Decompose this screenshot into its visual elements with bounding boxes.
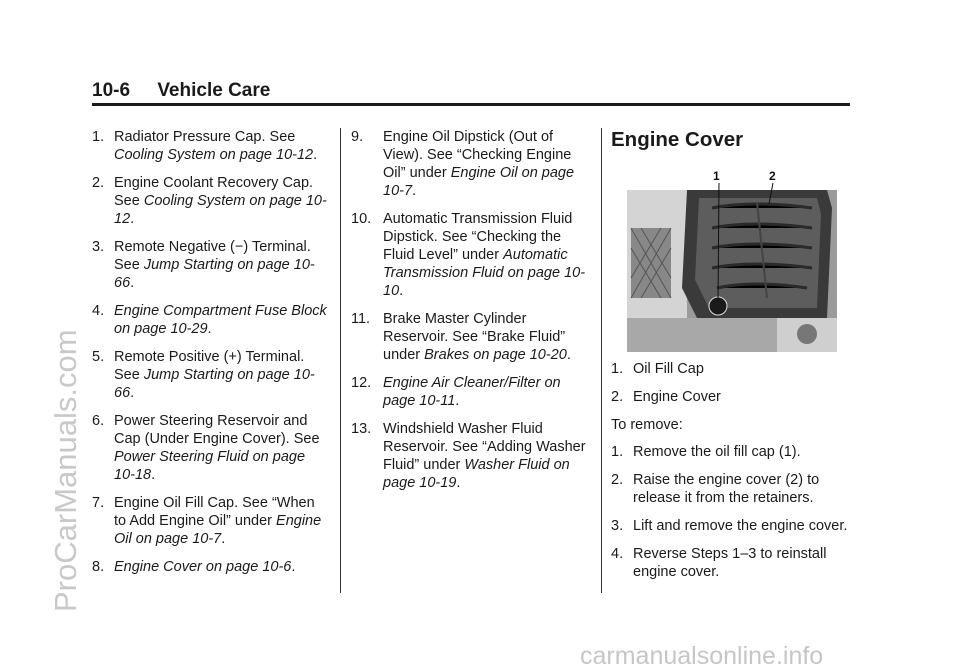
item-number: 9. <box>351 129 364 145</box>
list-item <box>611 388 851 406</box>
list-item <box>92 494 330 548</box>
cross-reference-link[interactable]: Jump Starting on page 10-66 <box>114 367 315 401</box>
item-text: Remove the oil fill cap (1). <box>633 444 801 460</box>
item-number: 1. <box>92 129 105 145</box>
item-number: 13. <box>351 421 372 437</box>
cross-reference-link[interactable]: Power Steering Fluid on page 10-18 <box>114 449 306 483</box>
column-3 <box>611 128 851 591</box>
column-1 <box>92 128 330 586</box>
column-divider-2 <box>601 128 602 593</box>
cross-reference-link[interactable]: Engine Compartment Fuse Block on page 10-29 <box>114 303 327 337</box>
cross-reference-link[interactable]: Cooling System on page 10-12 <box>114 147 314 163</box>
item-number: 6. <box>92 413 105 429</box>
component-list-1 <box>92 128 330 576</box>
cross-reference-link[interactable]: Cooling System on page 10-12 <box>114 193 327 227</box>
item-number: 1. <box>611 361 624 377</box>
callout-1: 1 <box>713 169 720 183</box>
cross-reference-link[interactable]: Jump Starting on page 10-66 <box>114 257 315 291</box>
watermark-carmanualsonline: carmanualsonline.info <box>580 642 824 670</box>
item-number: 11. <box>351 311 371 327</box>
cross-reference-link[interactable]: Brakes on page 10-20 <box>424 347 567 363</box>
list-item <box>611 517 851 535</box>
item-text: Engine Compartment Fuse Block on page 10-29. <box>114 303 327 337</box>
column-2 <box>351 128 591 502</box>
item-number: 4. <box>611 546 624 562</box>
item-number: 1. <box>611 444 624 460</box>
callout-legend <box>611 360 851 406</box>
item-number: 7. <box>92 495 105 511</box>
list-item <box>611 545 851 581</box>
item-number: 4. <box>92 303 105 319</box>
column-divider-1 <box>340 128 341 593</box>
engine-cover-illustration <box>627 168 837 352</box>
item-number: 2. <box>611 472 624 488</box>
list-item <box>351 374 591 410</box>
to-remove-label: To remove: <box>611 417 683 433</box>
list-item <box>351 420 591 492</box>
engine-cover-heading: Engine Cover <box>611 128 744 151</box>
list-item <box>351 210 591 300</box>
item-number: 3. <box>611 518 624 534</box>
component-list-2 <box>351 128 591 492</box>
item-text: Brake Master Cylinder Reservoir. See “Brake Fluid” under Brakes on page 10-20. <box>383 311 571 363</box>
list-item <box>92 348 330 402</box>
item-text: Automatic Transmission Fluid Dipstick. See “Checking the Fluid Level” under Automatic Transmission Fluid on page 10-10. <box>383 211 586 299</box>
item-text: Engine Coolant Recovery Cap. See Cooling System on page 10-12. <box>114 175 327 227</box>
header-rule <box>92 103 850 106</box>
item-text: Reverse Steps 1–3 to reinstall engine cover. <box>633 546 827 580</box>
page-header <box>92 80 270 102</box>
item-text: Raise the engine cover (2) to release it from the retainers. <box>633 472 820 506</box>
list-item <box>92 558 330 576</box>
callout-2: 2 <box>769 169 776 183</box>
item-text: Engine Cover <box>633 389 721 405</box>
list-item <box>611 360 851 378</box>
item-text: Remote Negative (−) Terminal. See Jump Starting on page 10-66. <box>114 239 315 291</box>
item-text: Engine Oil Dipstick (Out of View). See “Checking Engine Oil” under Engine Oil on page 10-7. <box>383 129 575 199</box>
item-text: Oil Fill Cap <box>633 361 704 377</box>
item-number: 2. <box>611 389 624 405</box>
list-item <box>92 302 330 338</box>
item-number: 3. <box>92 239 105 255</box>
item-text: Radiator Pressure Cap. See Cooling System on page 10-12. <box>114 129 318 163</box>
list-item <box>92 238 330 292</box>
page-number: 10-6 <box>92 80 131 101</box>
cross-reference-link[interactable]: Engine Oil on page 10-7 <box>114 513 322 547</box>
watermark-procarmanuals: ProCarManuals.com <box>48 329 83 612</box>
list-item <box>351 128 591 200</box>
item-number: 2. <box>92 175 105 191</box>
item-text: Windshield Washer Fluid Reservoir. See “Adding Washer Fluid” under Washer Fluid on page 10-19. <box>383 421 586 491</box>
item-text: Power Steering Reservoir and Cap (Under Engine Cover). See Power Steering Fluid on page 10-18. <box>114 413 320 483</box>
removal-steps <box>611 443 851 581</box>
cross-reference-link[interactable]: Automatic Transmission Fluid on page 10-10 <box>383 247 586 299</box>
item-text: Remote Positive (+) Terminal. See Jump Starting on page 10-66. <box>114 349 315 401</box>
item-number: 8. <box>92 559 105 575</box>
list-item <box>351 310 591 364</box>
item-number: 12. <box>351 375 372 391</box>
list-item <box>611 443 851 461</box>
section-title: Vehicle Care <box>157 80 271 101</box>
item-text: Lift and remove the engine cover. <box>633 518 848 534</box>
item-text: Engine Oil Fill Cap. See “When to Add Engine Oil” under Engine Oil on page 10-7. <box>114 495 322 547</box>
item-number: 5. <box>92 349 105 365</box>
item-text: Engine Air Cleaner/Filter on page 10-11. <box>383 375 561 409</box>
cross-reference-link[interactable]: Engine Oil on page 10-7 <box>383 165 575 199</box>
list-item <box>611 471 851 507</box>
cross-reference-link[interactable]: Engine Cover on page 10-6 <box>114 559 292 575</box>
item-number: 10. <box>351 211 372 227</box>
list-item <box>92 412 330 484</box>
list-item <box>92 174 330 228</box>
cross-reference-link[interactable]: Engine Air Cleaner/Filter on page 10-11 <box>383 375 561 409</box>
list-item <box>92 128 330 164</box>
cross-reference-link[interactable]: Washer Fluid on page 10-19 <box>383 457 570 491</box>
item-text: Engine Cover on page 10-6. <box>114 559 296 575</box>
engine-bay-image <box>627 168 837 352</box>
